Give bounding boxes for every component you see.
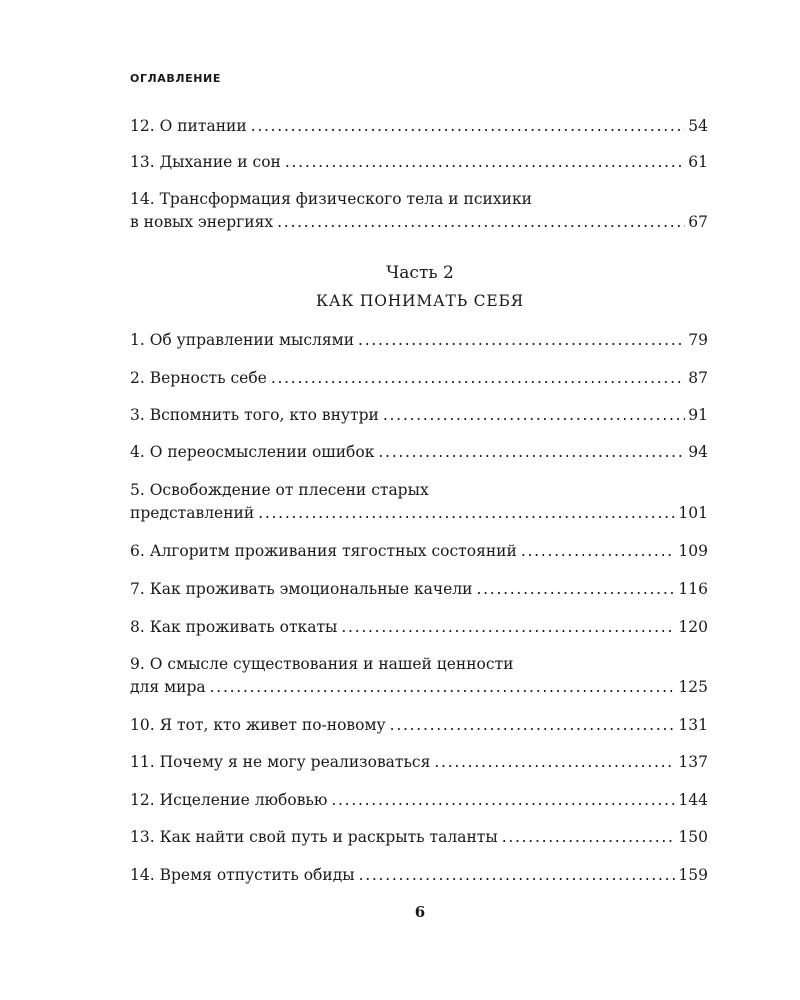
toc-entry[interactable] [130,789,708,812]
running-head: ОГЛАВЛЕНИЕ [130,72,221,85]
toc-entry[interactable] [130,751,708,774]
toc-entry[interactable] [130,653,708,699]
toc-entry-page: 159 [678,866,708,884]
dot-leader [331,789,675,812]
toc-entry[interactable] [130,826,708,849]
toc-entry-title: 1. Об управлении мыслями [130,331,355,349]
toc-entry[interactable] [130,441,708,464]
toc-entry-page: 150 [678,828,708,846]
toc-entry-page: 116 [678,580,708,598]
toc-entry-title: 2. Верность себе [130,369,267,387]
toc-entry-title-line1: 5. Освобождение от плесени старых [130,481,429,499]
toc-entry-title: 12. О питании [130,117,247,135]
dot-leader [434,751,675,774]
dot-leader [383,404,685,427]
toc-entry[interactable] [130,864,708,887]
toc-entry[interactable] [130,367,708,390]
toc-entry-title-line1: 9. О смысле существования и нашей ценности [130,655,514,673]
dot-leader [210,676,676,699]
toc-entry-page: 120 [678,618,708,636]
toc-entry-page: 137 [678,753,708,771]
page-number: 6 [414,903,426,921]
toc-entry-page: 101 [678,504,708,522]
toc-entry[interactable] [130,578,708,601]
toc-entry-title: 12. Исцеление любовью [130,791,328,809]
toc-entry[interactable] [130,151,708,174]
dot-leader [521,540,676,563]
toc-entry-page: 61 [688,153,708,171]
dot-leader [378,441,685,464]
toc-entry[interactable] [130,540,708,563]
toc-entry-title: для мира [130,678,206,696]
dot-leader [258,502,675,525]
toc-entry-title: 3. Вспомнить того, кто внутри [130,406,379,424]
toc-entry-title: 11. Почему я не могу реализоваться [130,753,431,771]
toc-entry-title: 14. Время отпустить обиды [130,866,355,884]
toc-entry-title-line1: 14. Трансформация физического тела и психики [130,190,532,208]
toc-entry[interactable] [130,115,708,138]
toc-entry[interactable] [130,329,708,352]
dot-leader [390,714,676,737]
toc-entry-page: 94 [688,443,708,461]
toc-entry-page: 131 [678,716,708,734]
toc-entry-page: 87 [688,369,708,387]
toc-entry-page: 67 [688,213,708,231]
toc-entry-title: 10. Я тот, кто живет по-новому [130,716,386,734]
toc-entry[interactable] [130,188,708,234]
toc-entry-page: 79 [688,331,708,349]
dot-leader [502,826,676,849]
toc-entry-title: 13. Как найти свой путь и раскрыть таланты [130,828,498,846]
toc-entry-page: 125 [678,678,708,696]
toc-entry-title: 13. Дыхание и сон [130,153,281,171]
dot-leader [251,115,686,138]
toc-entry-page: 91 [688,406,708,424]
toc-entry-title: 8. Как проживать откаты [130,618,338,636]
dot-leader [277,211,685,234]
toc-entry-page: 144 [678,791,708,809]
dot-leader [285,151,685,174]
toc-entry-title: в новых энергиях [130,213,274,231]
dot-leader [477,578,676,601]
dot-leader [271,367,685,390]
toc-entry-page: 54 [688,117,708,135]
toc-entry-title: 4. О переосмыслении ошибок [130,443,375,461]
toc-entry-title: представлений [130,504,255,522]
dot-leader [358,329,685,352]
toc-entry[interactable] [130,616,708,639]
toc-entry[interactable] [130,479,708,525]
dot-leader [341,616,675,639]
toc-entry-page: 109 [678,542,708,560]
part-title: КАК ПОНИМАТЬ СЕБЯ [316,292,524,310]
toc-entry-title: 7. Как проживать эмоциональные качели [130,580,473,598]
toc-entry[interactable] [130,714,708,737]
toc-entry[interactable] [130,404,708,427]
part-label: Часть 2 [386,263,454,283]
toc-entry-title: 6. Алгоритм проживания тягостных состояний [130,542,517,560]
dot-leader [359,864,676,887]
